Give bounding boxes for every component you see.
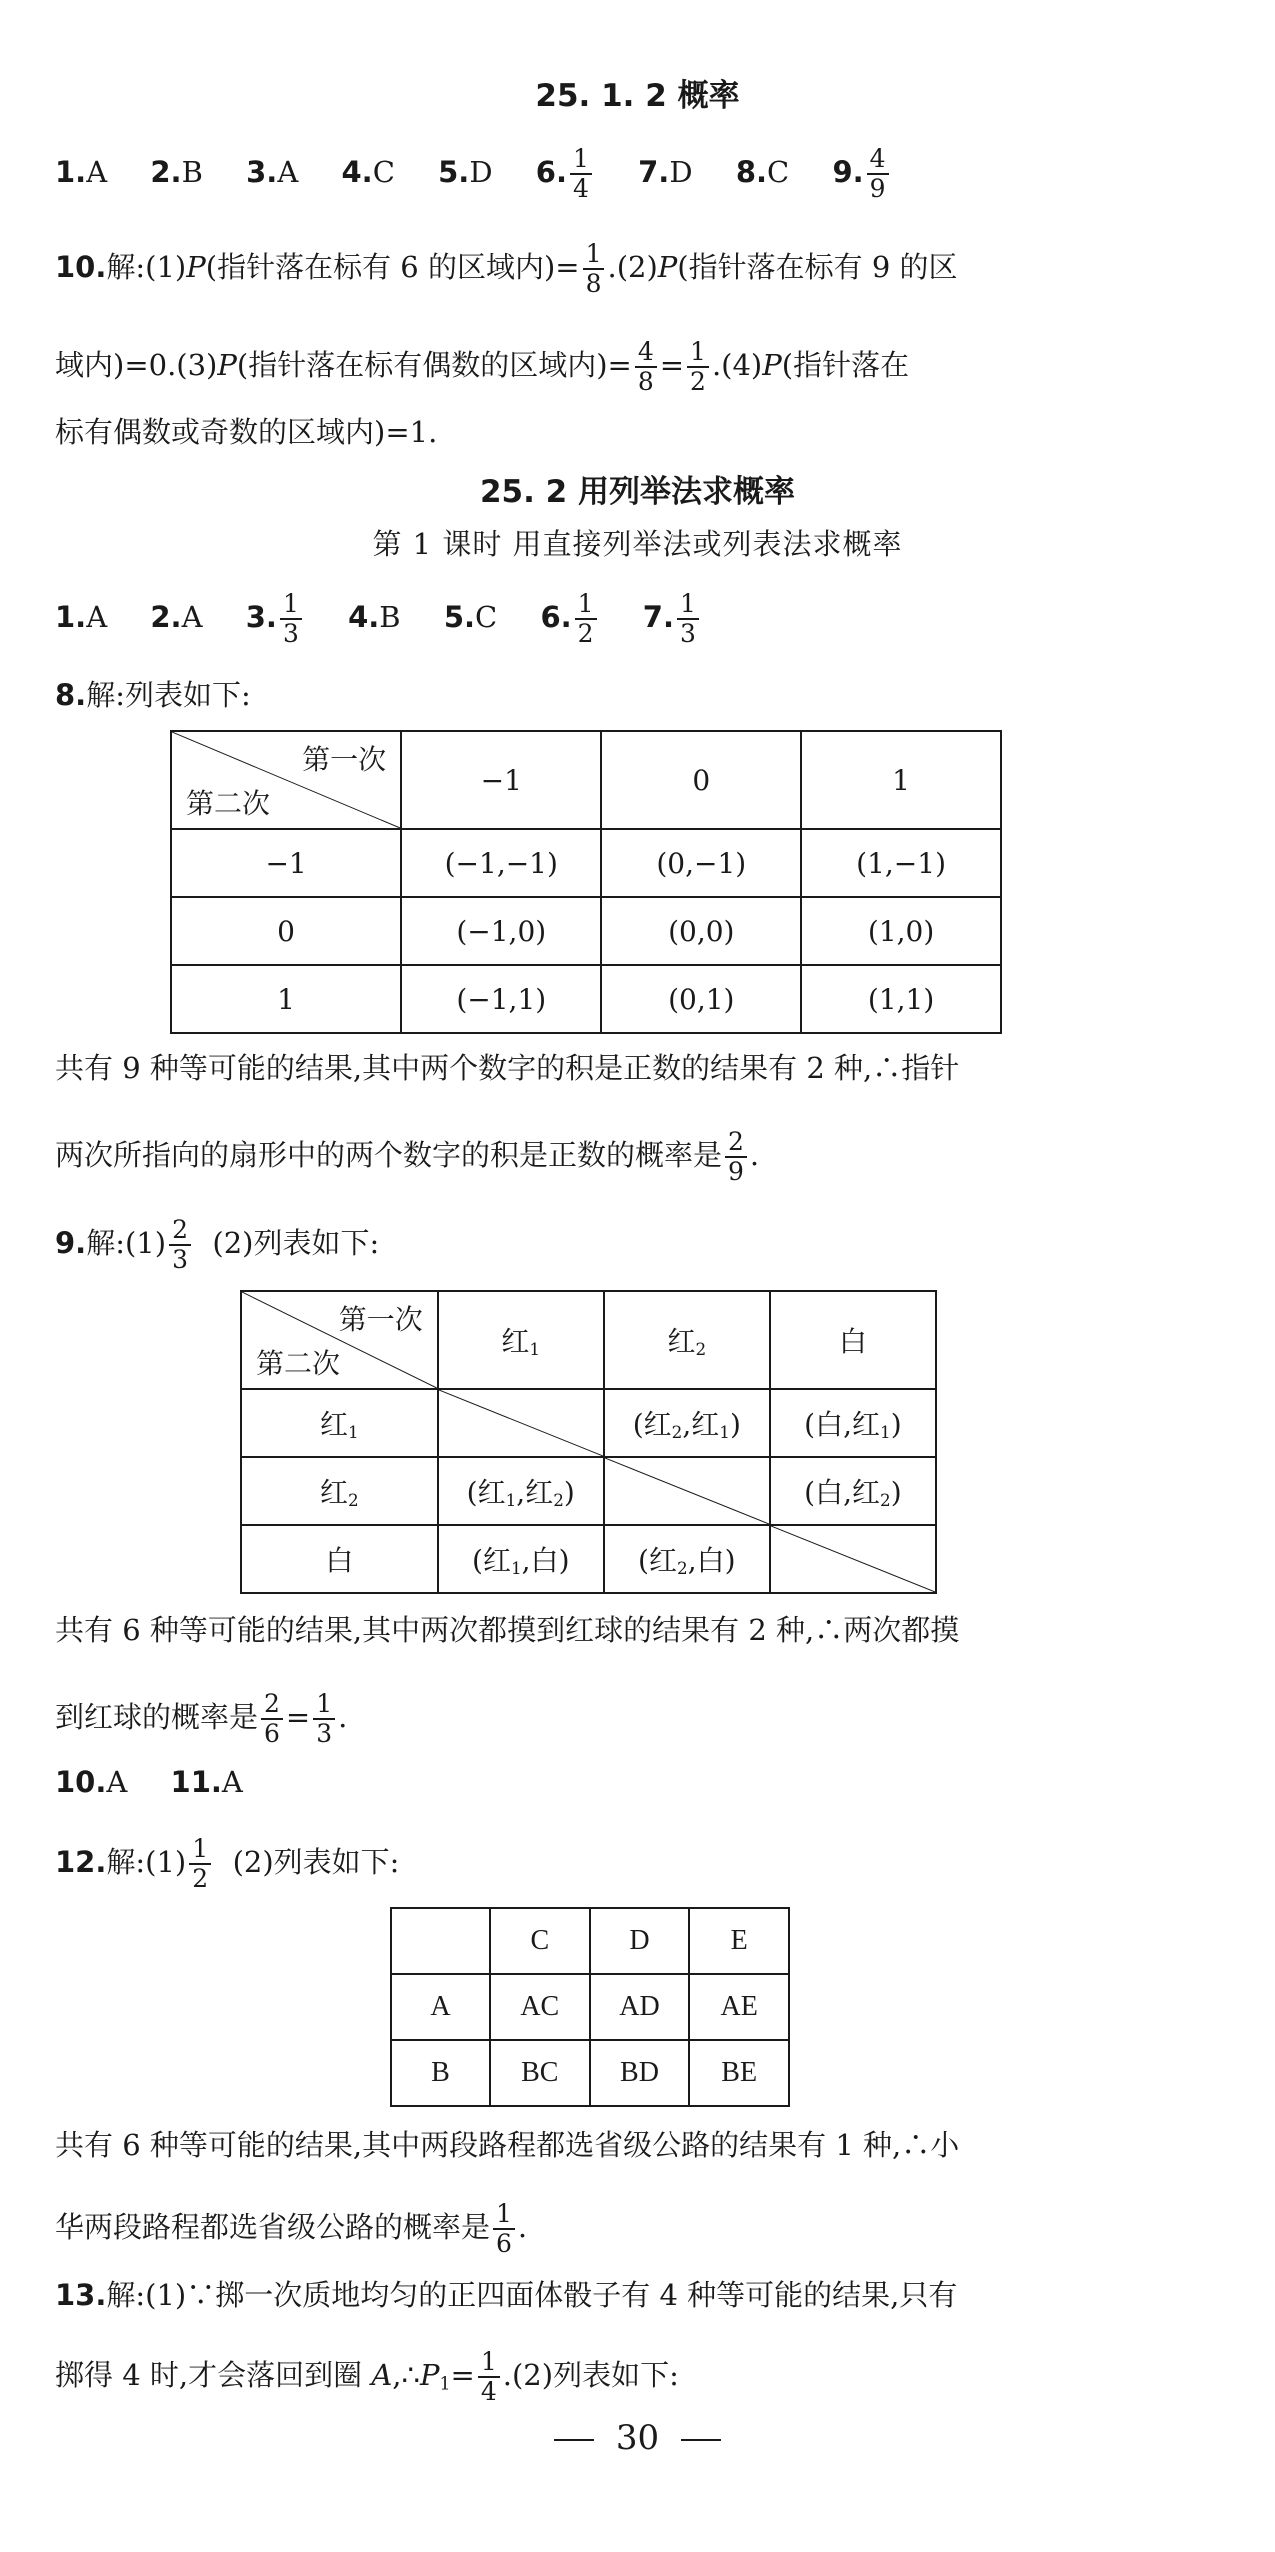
- table-col-header: C: [490, 1908, 590, 1974]
- table-cell: (−1,0): [401, 897, 601, 965]
- table-cell: (0,−1): [601, 829, 801, 897]
- fraction: $\frac{1}{4}$: [478, 2348, 500, 2406]
- table-cell: (红$_2$,白): [604, 1525, 770, 1593]
- table-col-header: 0: [601, 731, 801, 829]
- footer-dash-left: [554, 2439, 594, 2441]
- q10-line3: 标有偶数或奇数的区域内)=1.: [55, 415, 438, 449]
- table-cell: (白,红$_1$): [770, 1389, 936, 1457]
- table-row-header: −1: [171, 829, 401, 897]
- q9-conclusion-line2: 到红球的概率是 $\frac{2}{6}$ = $\frac{1}{3}$ .: [55, 1689, 348, 1748]
- table-cell: (白,红$_2$): [770, 1457, 936, 1525]
- table-row: [241, 1389, 936, 1457]
- fraction: $\frac{1}{6}$: [493, 2200, 515, 2258]
- fraction: $\frac{1}{3}$: [280, 590, 302, 648]
- q8-conclusion-line1: 共有 9 种等可能的结果,其中两个数字的积是正数的结果有 2 种,∴指针: [55, 1051, 960, 1085]
- answers-row-section1: 1.A 2.B 3.A 4.C 5.D 6. $\frac{1}{4}$ 7.D 8.C 9. $\frac{4}{9}$: [55, 145, 1215, 203]
- q10-q11-answers: 10.A 11.A: [55, 1765, 243, 1799]
- table-cell: (1,−1): [801, 829, 1001, 897]
- table-corner-cell: [391, 1908, 490, 1974]
- fraction: $\frac{1}{2}$: [189, 1835, 211, 1893]
- table-cell: (1,0): [801, 897, 1001, 965]
- q12-conclusion-line1: 共有 6 种等可能的结果,其中两段路程都选省级公路的结果有 1 种,∴小: [55, 2128, 960, 2162]
- table-col-header: 红$_1$: [438, 1291, 604, 1389]
- table-cell: AE: [689, 1974, 789, 2040]
- fraction: $\frac{1}{2}$: [575, 590, 597, 648]
- q8-intro: 8.解:列表如下:: [55, 678, 251, 712]
- table-row: [171, 965, 1001, 1033]
- fraction: $\frac{2}{9}$: [725, 1128, 747, 1186]
- table-cell: AD: [590, 1974, 690, 2040]
- table-row: [171, 829, 1001, 897]
- table-col-header: 1: [801, 731, 1001, 829]
- table-row-header: 1: [171, 965, 401, 1033]
- table-row: [241, 1525, 936, 1593]
- table-row-header: 0: [171, 897, 401, 965]
- table-col-header: E: [689, 1908, 789, 1974]
- q9-intro: 9.解:(1) $\frac{2}{3}$ (2)列表如下:: [55, 1215, 380, 1274]
- table-row-header: 红$_2$: [241, 1457, 438, 1525]
- table-row-header: 红$_1$: [241, 1389, 438, 1457]
- fraction: $\frac{2}{3}$: [169, 1216, 191, 1274]
- q13-line1: 13.解:(1)∵掷一次质地均匀的正四面体骰子有 4 种等可能的结果,只有: [55, 2278, 958, 2312]
- page-footer: [0, 2418, 1275, 2458]
- q10-line2: 域内)=0.(3)P(指针落在标有偶数的区域内)= $\frac{4}{8}$ = $\frac{1}{2}$ .(4)P(指针落在: [55, 337, 910, 396]
- table-cell-empty: [604, 1457, 770, 1525]
- q9-table: [240, 1290, 937, 1594]
- q12-intro: 12.解:(1) $\frac{1}{2}$ (2)列表如下:: [55, 1834, 400, 1893]
- table-col-header: −1: [401, 731, 601, 829]
- table-row: [391, 2040, 789, 2106]
- table-cell: AC: [490, 1974, 590, 2040]
- q12-conclusion-line2: 华两段路程都选省级公路的概率是 $\frac{1}{6}$ .: [55, 2199, 528, 2258]
- page-number: 30: [615, 2418, 660, 2458]
- table-cell: (1,1): [801, 965, 1001, 1033]
- table-cell: BD: [590, 2040, 690, 2106]
- table-cell-empty: [438, 1389, 604, 1457]
- footer-dash-right: [681, 2439, 721, 2441]
- section-title-25-2: 25. 2 用列举法求概率: [479, 474, 796, 510]
- section-title-25-1-2: 25. 1. 2 概率: [535, 78, 740, 114]
- fraction: $\frac{4}{9}$: [867, 145, 889, 203]
- fraction: $\frac{1}{2}$: [687, 338, 709, 396]
- table-col-header: 白: [770, 1291, 936, 1389]
- q10-line1: 10.解:(1)P(指针落在标有 6 的区域内)= $\frac{1}{8}$ .(2)P(指针落在标有 9 的区: [55, 239, 958, 298]
- fraction: $\frac{4}{8}$: [635, 338, 657, 396]
- table-row: [171, 897, 1001, 965]
- table-cell: (红$_1$,红$_2$): [438, 1457, 604, 1525]
- table-cell: (−1,1): [401, 965, 601, 1033]
- fraction: $\frac{1}{3}$: [313, 1690, 335, 1748]
- q8-conclusion-line2: 两次所指向的扇形中的两个数字的积是正数的概率是 $\frac{2}{9}$ .: [55, 1127, 760, 1186]
- q13-line2: 掷得 4 时,才会落回到圈 $A,\therefore P_1=$ $\frac{1}{4}$ .(2)列表如下:: [55, 2347, 679, 2406]
- table-cell: (0,1): [601, 965, 801, 1033]
- table-row-header: 白: [241, 1525, 438, 1593]
- table-corner-cell: 第一次 第二次: [241, 1291, 438, 1389]
- table-col-header: 红$_2$: [604, 1291, 770, 1389]
- table-cell-empty: [770, 1525, 936, 1593]
- table-row-header: B: [391, 2040, 490, 2106]
- table-row: [391, 1908, 789, 1974]
- table-corner-cell: 第一次 第二次: [171, 731, 401, 829]
- table-cell: BE: [689, 2040, 789, 2106]
- table-col-header: D: [590, 1908, 690, 1974]
- q9-conclusion-line1: 共有 6 种等可能的结果,其中两次都摸到红球的结果有 2 种,∴两次都摸: [55, 1613, 960, 1647]
- table-cell: BC: [490, 2040, 590, 2106]
- lesson-subtitle: 第 1 课时 用直接列举法或列表法求概率: [372, 527, 903, 561]
- table-cell: (0,0): [601, 897, 801, 965]
- table-row: [391, 1974, 789, 2040]
- table-cell: (红$_1$,白): [438, 1525, 604, 1593]
- fraction: $\frac{1}{8}$: [583, 240, 605, 298]
- table-row-header: A: [391, 1974, 490, 2040]
- fraction: $\frac{2}{6}$: [261, 1690, 283, 1748]
- answers-row-section2: 1.A 2.A 3. $\frac{1}{3}$ 4.B 5.C 6. $\frac{1}{2}$ 7. $\frac{1}{3}$: [55, 590, 1215, 648]
- q12-table: [390, 1907, 790, 2107]
- table-row: [241, 1457, 936, 1525]
- table-cell: (−1,−1): [401, 829, 601, 897]
- q8-table: [170, 730, 1002, 1034]
- fraction: $\frac{1}{3}$: [677, 590, 699, 648]
- fraction: $\frac{1}{4}$: [570, 145, 592, 203]
- table-cell: (红$_2$,红$_1$): [604, 1389, 770, 1457]
